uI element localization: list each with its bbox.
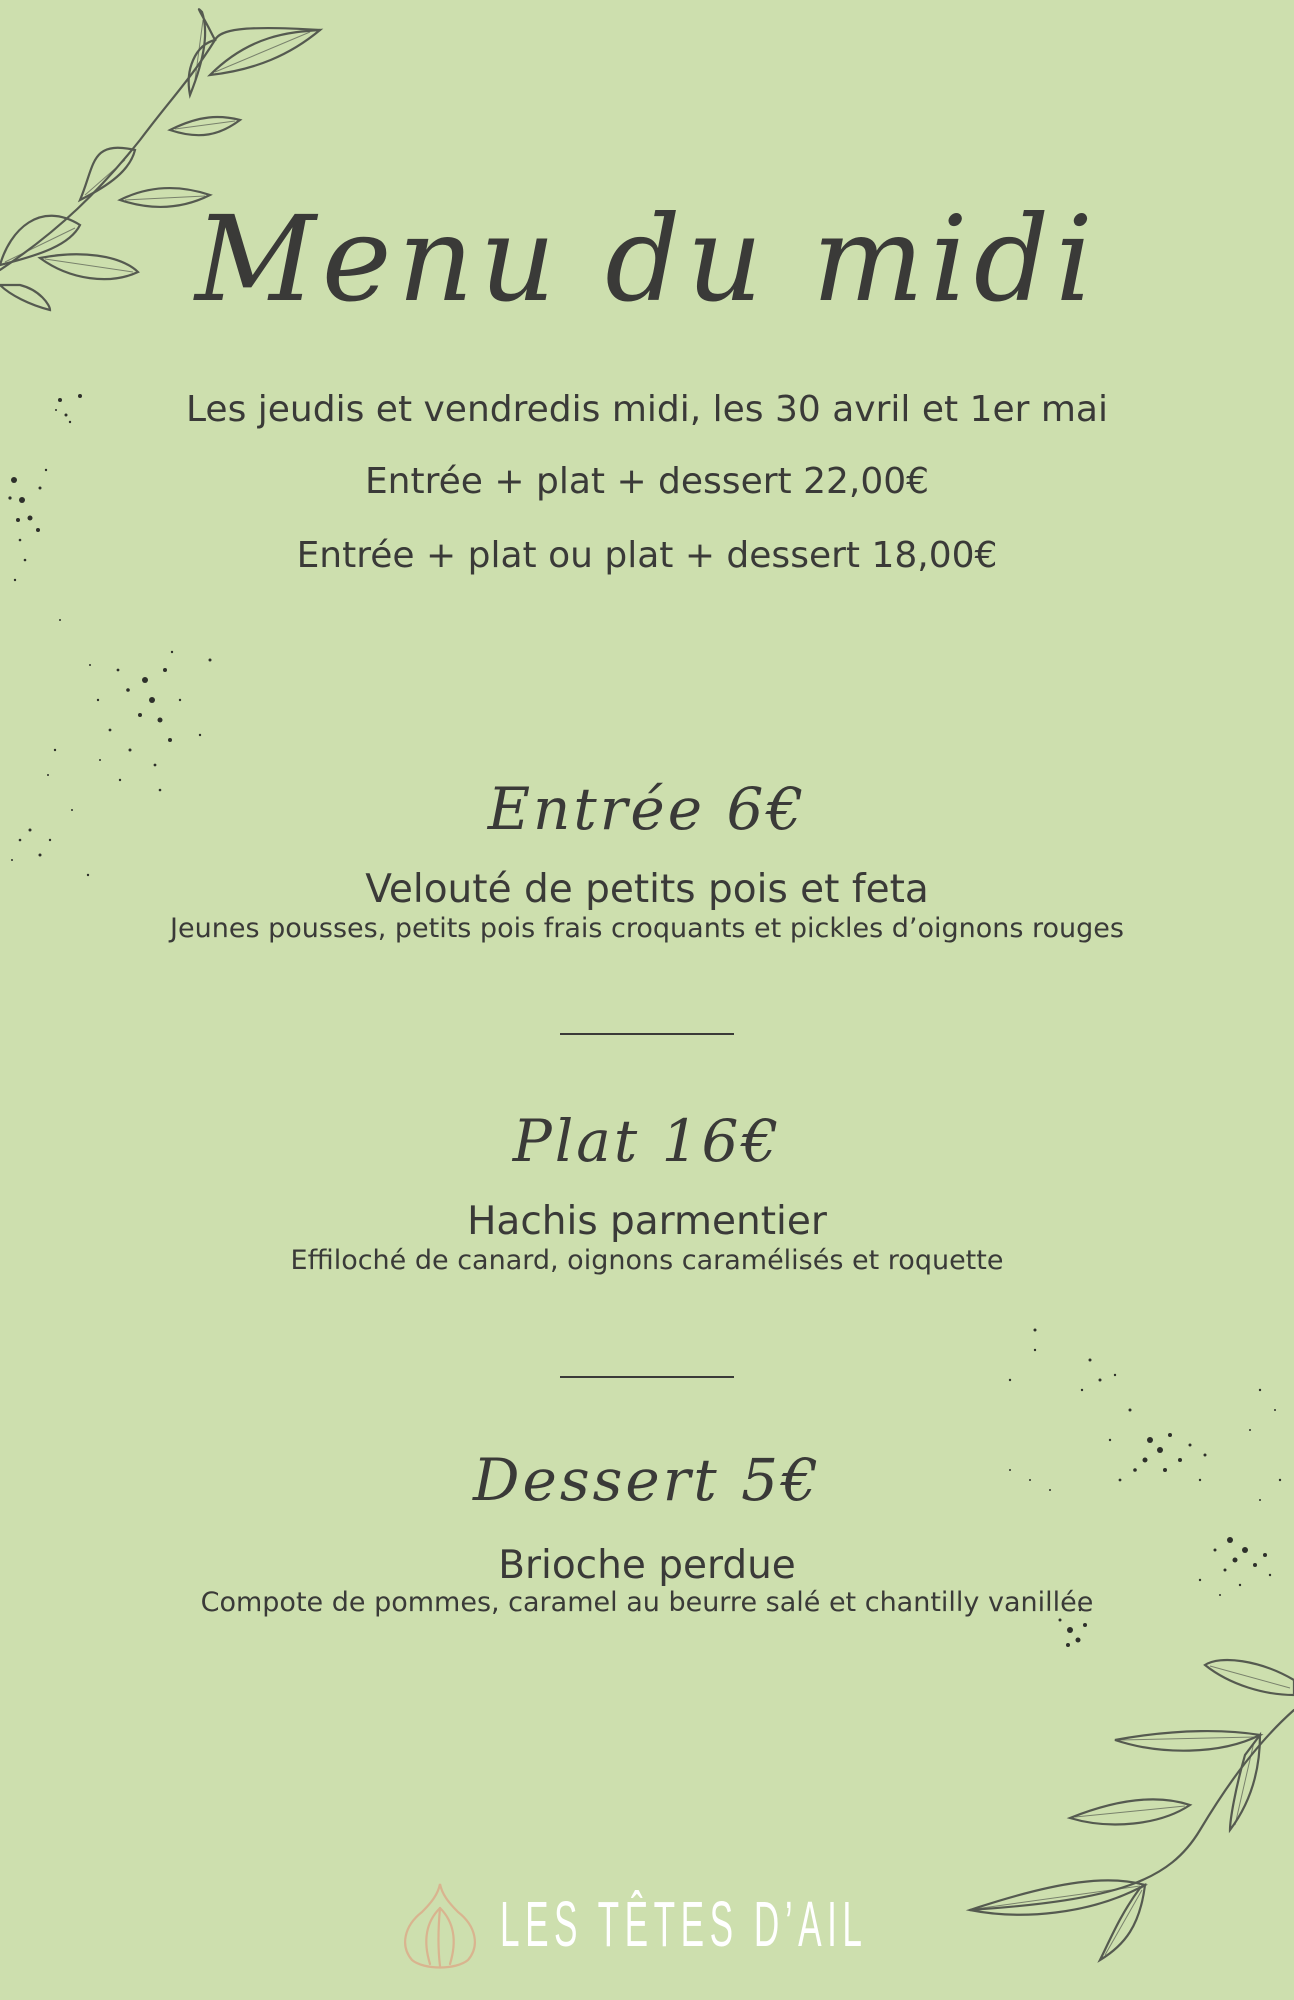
dish-description-dessert: Compote de pommes, caramel au beurre salé et chantilly vanillée [200,1587,1094,1618]
restaurant-name: LES TÊTES D’AIL [500,1888,868,1960]
section-divider [560,1033,734,1035]
section-title-plat: Plat 16€ [512,1107,782,1175]
section-title-dessert: Dessert 5€ [473,1446,821,1514]
leaf-branch-icon [960,1640,1294,1980]
garlic-icon [400,1880,480,1970]
menu-title: Menu du midi [194,190,1100,328]
dish-name-dessert: Brioche perdue [498,1543,796,1588]
menu-date-line: Les jeudis et vendredis midi, les 30 avril et 1er mai [186,389,1108,430]
restaurant-logo [400,1880,900,1970]
menu-price-full: Entrée + plat + dessert 22,00€ [364,461,930,502]
dish-description-plat: Effiloché de canard, oignons caramélisés et roquette [290,1245,1004,1276]
section-divider [560,1376,734,1378]
dish-description-entree: Jeunes pousses, petits pois frais croquants et pickles d’oignons rouges [170,913,1124,944]
menu-price-partial: Entrée + plat ou plat + dessert 18,00€ [296,535,998,576]
dish-name-entree: Velouté de petits pois et feta [365,867,929,912]
section-title-entree: Entrée 6€ [487,775,807,843]
dish-name-plat: Hachis parmentier [467,1199,827,1244]
